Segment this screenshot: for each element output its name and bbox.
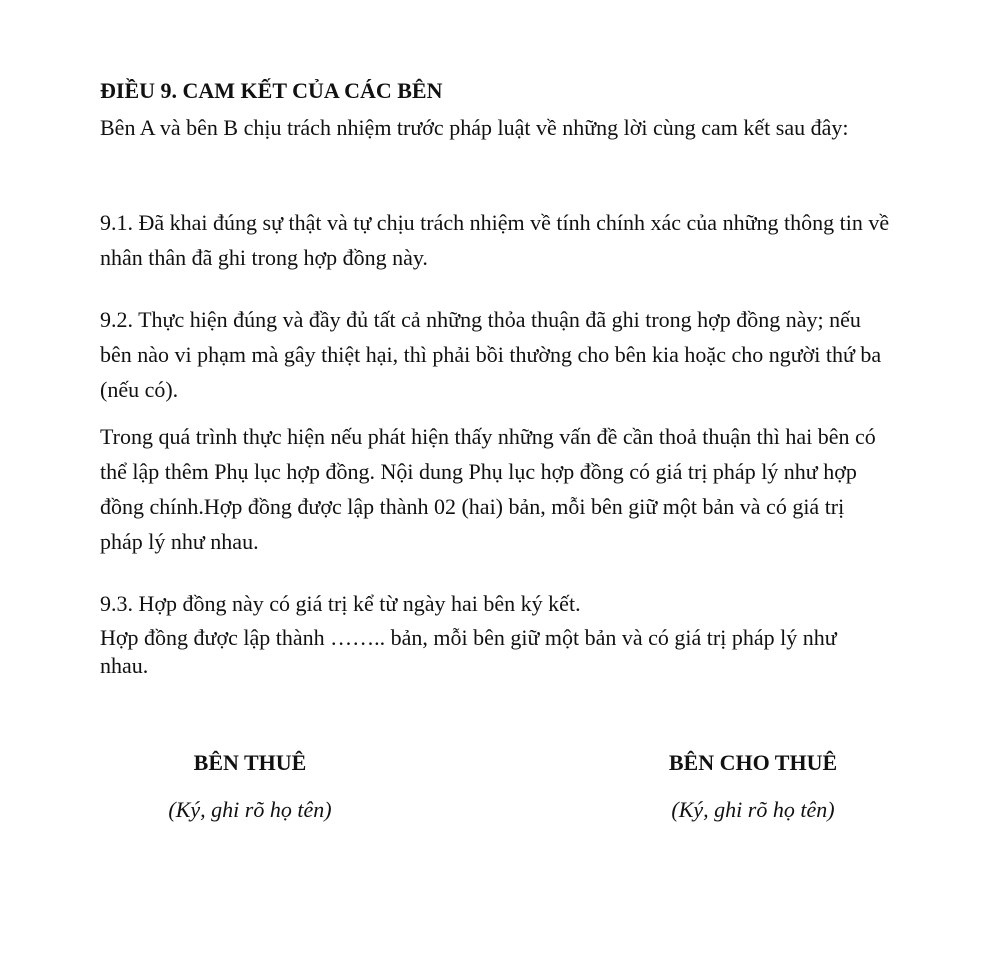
signature-note-lessee: (Ký, ghi rõ họ tên) [168, 797, 332, 822]
signature-title-lessor: BÊN CHO THUÊ [668, 750, 838, 775]
clause-9-3: 9.3. Hợp đồng này có giá trị kể từ ngày hai bên ký kết. [100, 591, 581, 616]
intro-paragraph: Bên A và bên B chịu trách nhiệm trước pháp luật về những lời cùng cam kết sau đây: [100, 115, 849, 140]
clause-9-1: 9.1. Đã khai đúng sự thật và tự chịu trách nhiệm về tính chính xác của những thông tin về nhân thân đã ghi trong hợp đồng này. [100, 210, 890, 270]
article-heading: ĐIỀU 9. CAM KẾT CỦA CÁC BÊN [100, 78, 443, 103]
copies-paragraph: Hợp đồng được lập thành …….. bản, mỗi bên giữ một bản và có giá trị pháp lý như nhau. [100, 625, 837, 678]
clause-9-2: 9.2. Thực hiện đúng và đầy đủ tất cả những thỏa thuận đã ghi trong hợp đồng này; nếu bên nào vi phạm mà gây thiệt hại, thì phải bồi thường cho bên kia hoặc cho người thứ ba (nếu có). [100, 307, 882, 402]
signature-block-lessee [130, 748, 370, 825]
signature-block-lessor [622, 748, 884, 825]
appendix-paragraph: Trong quá trình thực hiện nếu phát hiện thấy những vấn đề cần thoả thuận thì hai bên có thể lập thêm Phụ lục hợp đồng. Nội dung Phụ lục hợp đồng có giá trị pháp lý như hợp đồng chính.Hợp đồng được lập thành 02 (hai) bản, mỗi bên giữ một bản và có giá trị pháp lý như nhau. [100, 424, 876, 554]
signature-note-lessor: (Ký, ghi rõ họ tên) [671, 797, 835, 822]
signature-title-lessee: BÊN THUÊ [193, 750, 307, 775]
